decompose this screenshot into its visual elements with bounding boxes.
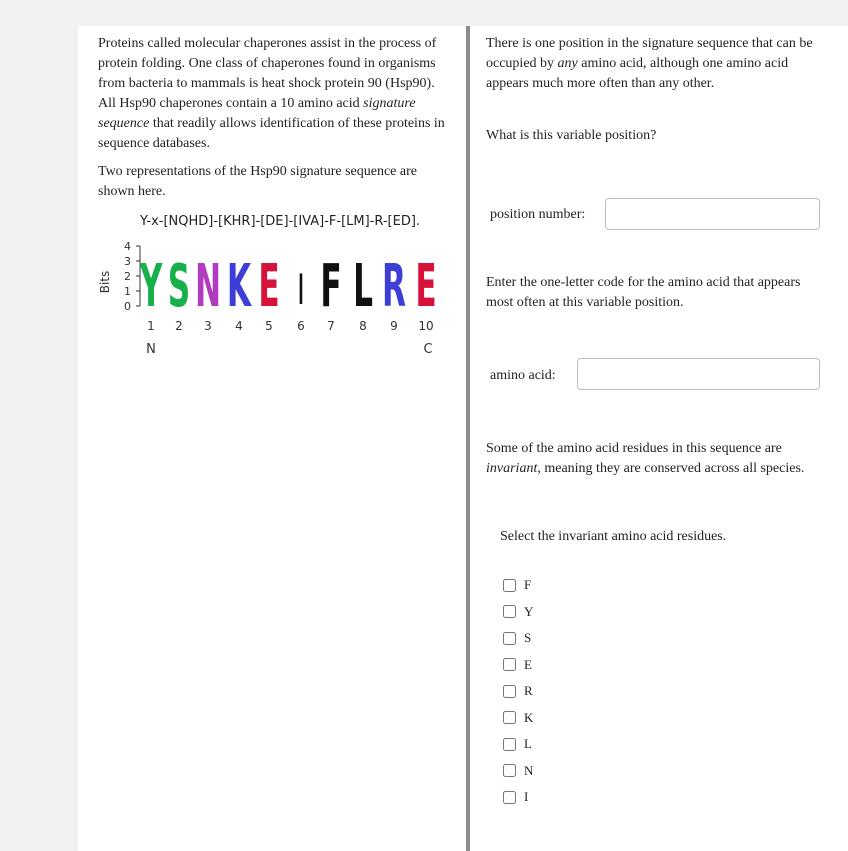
option-n-checkbox[interactable] (503, 764, 516, 777)
y-tick-label: 0 (124, 300, 131, 313)
n-terminus-label: N (146, 342, 156, 357)
variable-position-question: What is this variable position? (486, 128, 657, 143)
column-divider (466, 26, 470, 851)
position-tick-label: 10 (418, 319, 434, 333)
invariant-description: Some of the amino acid residues in this sequence are invariant, meaning they are conserved across all species. (486, 441, 805, 476)
option-r[interactable] (501, 682, 533, 700)
regex-pattern: Y-x-[NQHD]-[KHR]-[DE]-[IVA]-F-[LM]-R-[ED]. (140, 214, 421, 229)
representation-paragraph: Two representations of the Hsp90 signature sequence are shown here. (98, 164, 417, 199)
option-label: L (524, 736, 532, 751)
option-k[interactable] (501, 709, 533, 727)
option-label: F (524, 577, 532, 592)
signature-sequence-term: signature sequence (98, 96, 416, 131)
y-axis-label: Bits (98, 270, 112, 294)
amino-acid-question: Enter the one-letter code for the amino acid that appears most often at this variable position. (486, 275, 801, 310)
logo-letter-8: L (353, 252, 373, 322)
variable-position-description: There is one position in the signature sequence that can be occupied by any amino acid, although one amino acid appears much more often than any other. (486, 36, 813, 91)
option-e[interactable] (501, 656, 532, 674)
amino-acid-label: amino acid: (490, 368, 556, 383)
option-f[interactable] (501, 576, 531, 594)
option-label: K (524, 709, 534, 725)
option-y-checkbox[interactable] (503, 605, 516, 618)
y-tick-label: 2 (124, 270, 131, 283)
option-label: N (524, 762, 534, 778)
position-tick-label: 5 (265, 319, 273, 333)
option-label: S (524, 630, 532, 645)
position-tick-label: 9 (390, 319, 398, 333)
y-tick-label: 4 (124, 240, 131, 253)
position-tick-label: 6 (297, 319, 305, 333)
sequence-logo (96, 212, 456, 362)
option-l[interactable] (501, 735, 532, 753)
option-k-checkbox[interactable] (503, 711, 516, 724)
logo-letter-10: E (415, 252, 437, 322)
logo-letter-2: S (167, 252, 191, 322)
intro-paragraph: Proteins called molecular chaperones assist in the process of protein folding. One class of chaperones found in organisms from bacteria to mammals is heat shock protein 90 (Hsp90). All Hsp90 chaperones contain a 10 amino acid signature sequence that readily allows identification of these proteins in sequence databases. (98, 36, 445, 151)
option-label: E (524, 656, 532, 672)
logo-letter-6: I (298, 266, 304, 315)
logo-letter-4: K (226, 252, 252, 322)
position-tick-label: 3 (204, 319, 212, 333)
position-tick-label: 1 (147, 319, 155, 333)
position-number-label: position number: (490, 207, 586, 222)
position-tick-label: 8 (359, 319, 367, 333)
logo-letter-5: E (258, 252, 280, 322)
logo-letter-1: Y (139, 252, 163, 322)
option-label: R (524, 683, 533, 698)
position-number-input[interactable] (605, 198, 820, 230)
position-tick-label: 7 (327, 319, 335, 333)
option-i[interactable] (501, 788, 528, 806)
option-i-checkbox[interactable] (503, 791, 516, 804)
y-tick-label: 1 (124, 285, 131, 298)
option-s-checkbox[interactable] (503, 632, 516, 645)
option-label: Y (524, 603, 534, 619)
c-terminus-label: C (423, 342, 433, 357)
option-s[interactable] (501, 629, 531, 647)
logo-letter-3: N (194, 252, 222, 322)
select-invariant-prompt: Select the invariant amino acid residues. (500, 529, 727, 544)
position-tick-label: 2 (175, 319, 183, 333)
option-f-checkbox[interactable] (503, 579, 516, 592)
logo-letter-9: R (381, 252, 407, 322)
option-n[interactable] (501, 762, 533, 780)
option-e-checkbox[interactable] (503, 658, 516, 671)
option-l-checkbox[interactable] (503, 738, 516, 751)
left-column (98, 34, 450, 202)
option-label: I (524, 789, 529, 804)
amino-acid-input[interactable] (577, 358, 820, 390)
option-y[interactable] (501, 603, 533, 621)
position-tick-label: 4 (235, 319, 243, 333)
y-tick-label: 3 (124, 255, 131, 268)
logo-letter-7: F (320, 252, 342, 322)
option-r-checkbox[interactable] (503, 685, 516, 698)
